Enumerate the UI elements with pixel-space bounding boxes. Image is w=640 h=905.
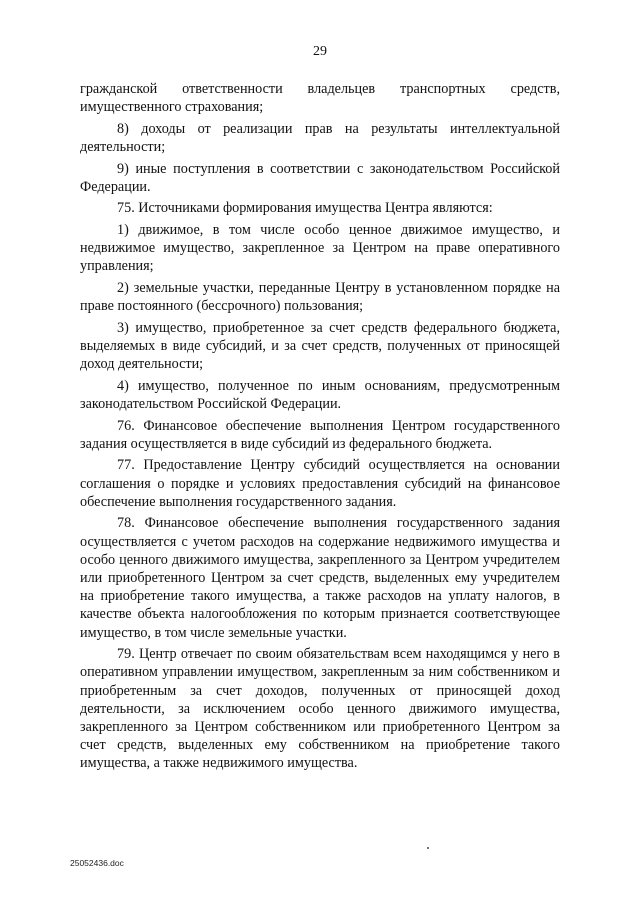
paragraph-76: 76. Финансовое обеспечение выполнения Центром государственного задания осуществляется в виде субсидий из федерального бюджета. [80, 417, 560, 452]
paragraph-75-item-3: 3) имущество, приобретенное за счет средств федерального бюджета, выделяемых в виде субсидий, и за счет средств, полученных от приносящей доход деятельности; [80, 319, 560, 373]
scan-speck [427, 847, 429, 849]
paragraph-77: 77. Предоставление Центру субсидий осуществляется на основании соглашения о порядке и условиях предоставления субсидий на финансовое обеспечение выполнения государственного задания. [80, 457, 560, 510]
paragraph-75: 75. Источниками формирования имущества Центра являются: [117, 200, 493, 217]
paragraph-78: 78. Финансовое обеспечение выполнения государственного задания осуществляется с учетом расходов на содержание недвижимого имущества и особо ценного движимого имущества, закрепленного за Центром учредителем или приобретенного Центром за счет средств, выделенных ему учредителем на приобретение такого имущества, а также расходов на уплату налогов, в качестве объекта налогообложения по которым признается соответствующее имущество, в том числе земельные участки. [80, 515, 560, 641]
paragraph-75-item-1: 1) движимое, в том числе особо ценное движимое имущество, и недвижимое имущество, закрепленное за Центром на праве оперативного управления; [80, 221, 560, 275]
document-body [80, 80, 560, 776]
footer-filename: 25052436.doc [70, 858, 124, 868]
paragraph-75-item-2: 2) земельные участки, переданные Центру в установленном порядке на праве постоянного (бессрочного) пользования; [80, 279, 560, 315]
paragraph-75-item-4: 4) имущество, полученное по иным основаниям, предусмотренным законодательством Российской Федерации. [80, 377, 560, 412]
paragraph-continuation: гражданской ответственности владельцев транспортных средств, имущественного страхования; [80, 81, 560, 116]
paragraph-item-9: 9) иные поступления в соответствии с законодательством Российской Федерации. [80, 160, 560, 195]
paragraph-item-8: 8) доходы от реализации прав на результаты интеллектуальной деятельности; [80, 120, 560, 155]
page-number: 29 [313, 44, 327, 59]
paragraph-79: 79. Центр отвечает по своим обязательствам всем находящимся у него в оперативном управлении имуществом, закрепленным за ним собственником и приобретенным за счет доходов, полученных от приносящей доход деятельности, за исключением особо ценного движимого имущества, закрепленного за Центром собственником или приобретенного Центром за счет средств, выделенных ему собственником на приобретение такого имущества, а также недвижимого имущества. [80, 646, 560, 772]
